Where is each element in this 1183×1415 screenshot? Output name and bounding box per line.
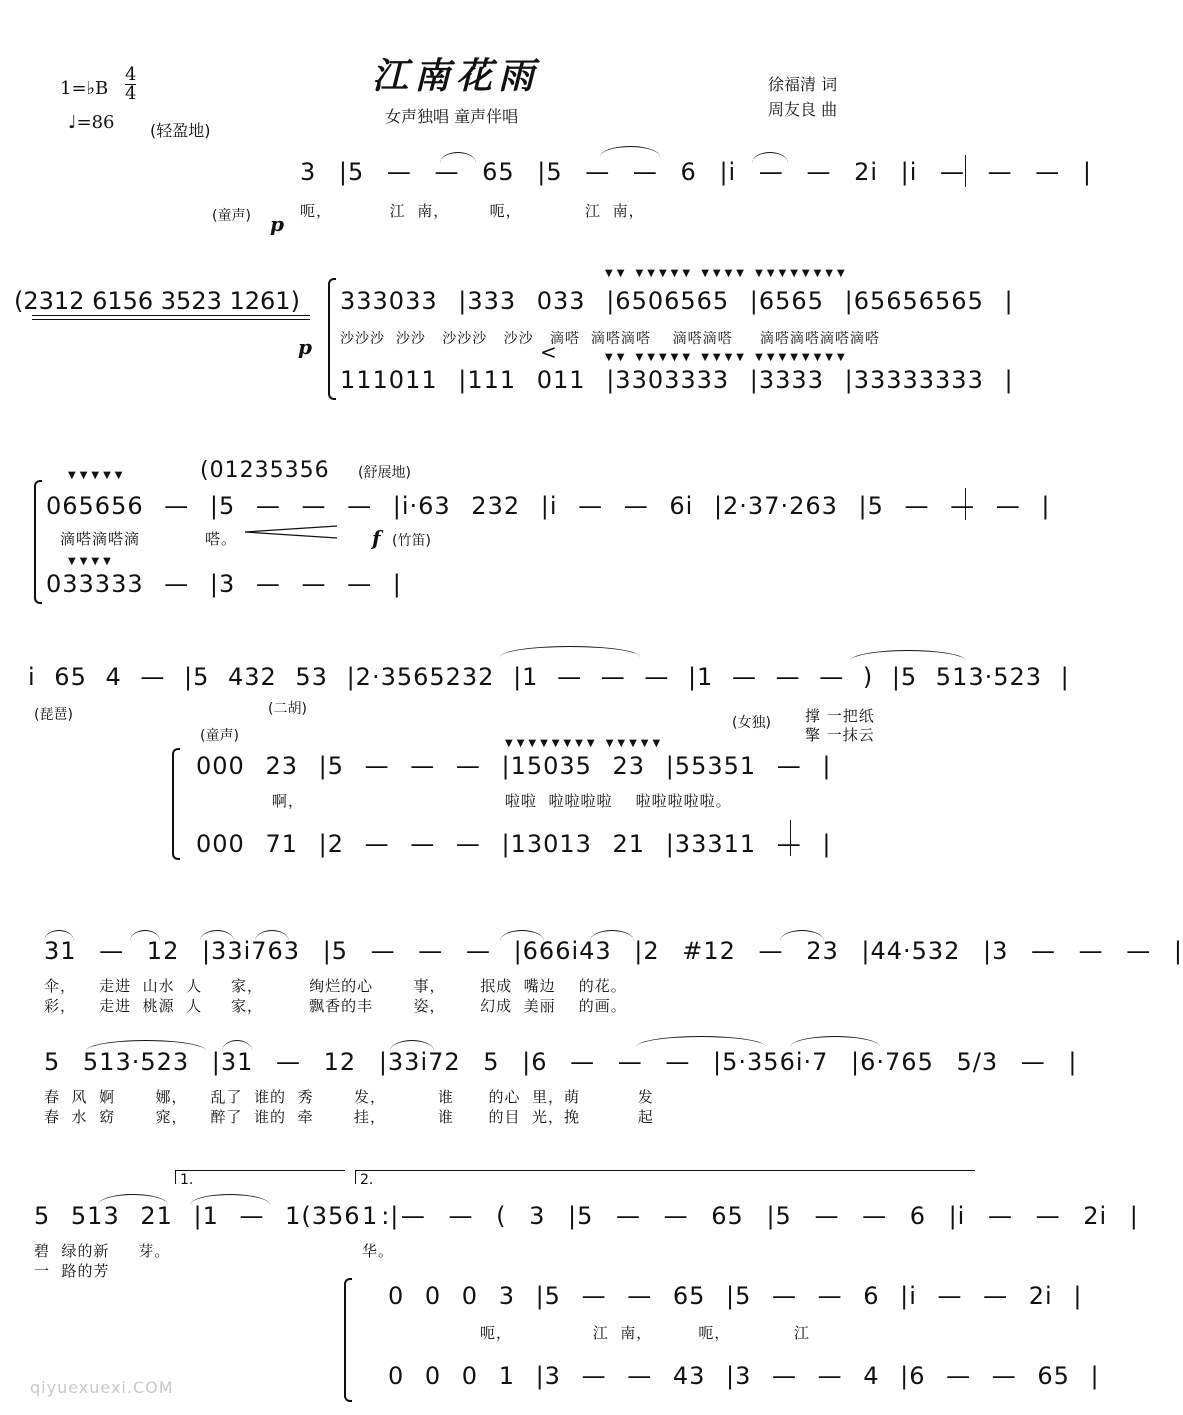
tie-mark [752, 152, 788, 163]
upper-voice-notation: 065656 — |5 — — — |i·63 232 |i — — 6i |2·37·263 |5 — — — | [46, 492, 1051, 520]
accent-marks: ▼▼ ▼▼▼▼▼ ▼▼▼▼ ▼▼▼▼▼▼▼▼ [605, 352, 849, 363]
tie-mark [86, 1040, 206, 1051]
upper-voice-lyrics: 沙沙沙 沙沙 沙沙沙 沙沙 滴嗒 滴嗒滴嗒 滴嗒滴嗒 滴嗒滴嗒滴嗒滴嗒 [340, 331, 880, 347]
voice-1-lyrics: 啊， [272, 792, 305, 810]
tie-mark [390, 1040, 434, 1051]
voice-1-lyrics: 啦啦 啦啦啦啦 啦啦啦啦啦。 [505, 792, 732, 810]
volta-number: 2. [360, 1172, 374, 1188]
underline-mark [32, 315, 310, 316]
dynamic-marking: p [298, 335, 312, 359]
instrument-label: (二胡) [268, 701, 307, 717]
barline [965, 488, 966, 520]
cue-notation: (01235356 [200, 458, 330, 483]
crescendo-mark: < [540, 340, 557, 364]
watermark: qiyuexuexi.COM [30, 1378, 174, 1397]
key-signature: 1=♭B [60, 78, 109, 99]
melody-notation: 31 — 12 |33i763 |5 — — — |666i43 |2 #12 — 23 |44·532 |3 — — — | [44, 937, 1183, 965]
voice-2-notation: 0 0 0 1 |3 — — 43 |3 — — 4 |6 — — 65 | [388, 1362, 1100, 1390]
part-label: (女独) [732, 715, 771, 731]
tie-mark [44, 930, 74, 941]
lyrics-verse-1: 春 风 婀 娜， 乱了 谁的 秀 发， 谁 的心 里，萌 发 [44, 1088, 654, 1106]
tie-mark [98, 1194, 168, 1205]
tie-mark [590, 930, 634, 941]
tie-mark [130, 930, 160, 941]
instrument-label: (琵琶) [34, 707, 73, 723]
lyrics-verse-1: 伞， 走进 山水 人 家， 绚烂的心 事， 抿成 嘴边 的花。 [44, 977, 627, 995]
volta-bracket [175, 1170, 176, 1184]
tie-mark [600, 146, 660, 157]
song-subtitle: 女声独唱 童声伴唱 [385, 107, 519, 126]
melody-notation: 1 — — ( 3 |5 — — 65 |5 — — 6 |i — — 2i | [362, 1202, 1139, 1230]
lyrics-ending: 华。 [362, 1242, 395, 1260]
intro-notation: (2312 6156 3523 1261) [14, 287, 300, 315]
tie-mark [780, 930, 824, 941]
tie-mark [850, 650, 966, 661]
accent-marks: ▼▼▼▼ [68, 556, 115, 567]
accent-marks: ▼▼▼▼▼▼▼▼ ▼▼▼▼▼ [505, 738, 665, 749]
volta-number: 1. [180, 1172, 194, 1188]
tie-mark [222, 1040, 252, 1051]
underline-mark [32, 319, 310, 320]
staff-bracket [172, 748, 180, 860]
tie-mark [790, 1036, 880, 1047]
tie-mark [500, 930, 544, 941]
dynamic-marking: f [372, 526, 381, 550]
tie-mark [500, 646, 640, 657]
tempo-marking: ♩=86 [68, 112, 115, 133]
lyricist-credit: 徐福清 词 [768, 75, 838, 94]
barline [965, 155, 966, 187]
voice-1-notation: 000 23 |5 — — — |15035 23 |55351 — | [196, 752, 832, 780]
staff-bracket [344, 1278, 352, 1402]
tie-mark [636, 1036, 766, 1047]
tie-mark [255, 930, 289, 941]
instrument-label: (竹笛) [392, 533, 431, 549]
lyrics-verse-2: 一 路的芳 [34, 1262, 110, 1280]
voice-1-notation: 0 0 0 3 |5 — — 65 |5 — — 6 |i — — 2i | [388, 1282, 1083, 1310]
expression-marking: (轻盈地) [150, 121, 211, 140]
solo-lyrics: 擎 一抹云 [805, 726, 875, 744]
lyrics-verse-2: 彩， 走进 桃源 人 家， 飘香的丰 姿， 幻成 美丽 的画。 [44, 997, 627, 1015]
voice-1-lyrics: 呃， 江 南， 呃， 江 [480, 1324, 810, 1342]
upper-voice-lyrics: 滴嗒滴嗒滴 [60, 530, 141, 548]
melody-notation: 5 513·523 |31 — 12 |33i72 5 |6 — — — |5·356i·7 |6·765 5/3 — | [44, 1048, 1078, 1076]
time-signature: 4 4 [125, 64, 137, 104]
lyrics-verse-2: 春 水 窈 窕， 醉了 谁的 牵 挂， 谁 的目 光，挽 起 [44, 1108, 654, 1126]
accent-marks: ▼▼▼▼▼ [68, 470, 127, 481]
lower-voice-notation: 033333 — |3 — — — | [46, 570, 402, 598]
barline [790, 820, 791, 856]
lead-notation: i 65 4 — |5 432 53 |2·3565232 |1 — — — |1 — — — ) |5 513·523 | [28, 663, 1070, 691]
volta-bracket [175, 1170, 345, 1171]
voice-2-notation: 000 71 |2 — — — |13013 21 |33311 — | [196, 830, 832, 858]
lower-voice-notation: 111011 |111 011 |3303333 |3333 |33333333 | [340, 366, 1014, 394]
volta-bracket [355, 1170, 356, 1184]
volta-bracket [355, 1170, 975, 1171]
tie-mark [200, 930, 234, 941]
tie-mark [190, 1194, 270, 1205]
composer-credit: 周友良 曲 [768, 100, 838, 119]
expression-marking: (舒展地) [358, 465, 411, 481]
melody-notation: 5 513 21 |1 — 1(356 :| [34, 1202, 400, 1230]
accent-marks: ▼▼ ▼▼▼▼▼ ▼▼▼▼ ▼▼▼▼▼▼▼▼ [605, 268, 849, 279]
part-label: (童声) [200, 728, 239, 744]
tie-mark [440, 152, 476, 163]
lyrics-line: 呃， 江 南， 呃， 江 南， [300, 202, 645, 220]
crescendo-mark [245, 524, 337, 538]
lyrics-verse-1: 碧 绿的新 芽。 [34, 1242, 171, 1260]
upper-voice-lyrics: 嗒。 [205, 530, 238, 548]
upper-voice-notation: 333033 |333 033 |6506565 |6565 |65656565 | [340, 287, 1014, 315]
staff-bracket [328, 278, 336, 400]
dynamic-marking: p [270, 212, 284, 236]
notation-line: 3 |5 — — 65 |5 — — 6 |i — — 2i |i — — — | [300, 158, 1093, 186]
solo-lyrics: 撑 一把纸 [805, 707, 875, 725]
staff-bracket [34, 480, 42, 604]
part-label: (童声) [212, 208, 251, 224]
song-title: 江南花雨 [372, 55, 541, 97]
